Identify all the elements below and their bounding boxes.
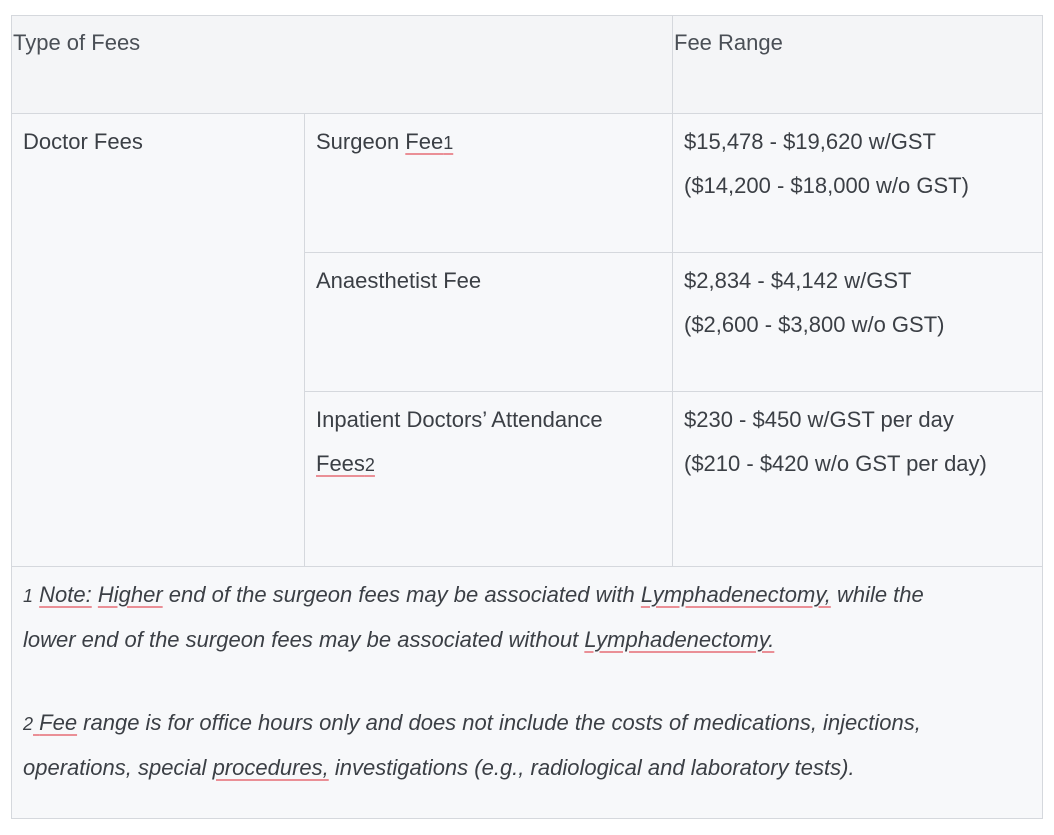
- footnote-number: 2: [23, 714, 34, 734]
- row-name-anaesthetist-fee: Anaesthetist Fee: [305, 253, 673, 392]
- fee-range-anaesthetist: [673, 253, 1043, 392]
- spellcheck-word: Note:: [39, 582, 92, 607]
- footnote-text: operations, special: [23, 755, 213, 780]
- header-fee-range: Fee Range: [673, 16, 1043, 114]
- spellcheck-word: Lymphadenectomy.: [584, 627, 775, 652]
- footnote-1-line1: [23, 573, 1031, 618]
- footnote-marker: 1: [443, 133, 454, 153]
- row-name-word: Fee: [405, 129, 444, 154]
- row-name-word: Fees: [316, 451, 365, 476]
- row-name-surgeon-fee: [305, 114, 673, 253]
- fees-table: [11, 15, 1043, 819]
- footnote-text: end of the surgeon fees may be associated with: [162, 582, 641, 607]
- footnote-1-line2: [23, 618, 1031, 662]
- footnote-2-line2: [23, 746, 1031, 790]
- footnotes-cell: [12, 567, 1043, 819]
- row-name-text: Surgeon: [316, 129, 406, 154]
- fee-range-without-gst: ($210 - $420 w/o GST per day): [684, 451, 987, 476]
- footnote-2-line1: [23, 701, 1031, 746]
- footnote-text: while the: [830, 582, 924, 607]
- fee-range-with-gst: $2,834 - $4,142 w/GST: [684, 268, 912, 293]
- fee-range-without-gst: ($14,200 - $18,000 w/o GST): [684, 173, 969, 198]
- row-name-line2: [316, 442, 661, 487]
- footnote-text: range is for office hours only and does not include the costs of medications, injections,: [77, 710, 921, 735]
- spellcheck-word: procedures,: [212, 755, 329, 780]
- footnotes-row: [12, 567, 1043, 819]
- spellcheck-word: [33, 710, 77, 735]
- footnote-text: investigations (e.g., radiological and laboratory tests).: [328, 755, 855, 780]
- footnote-word: Fee: [39, 710, 78, 735]
- fee-range-surgeon: [673, 114, 1043, 253]
- row-name-line1: Inpatient Doctors’ Attendance: [316, 407, 603, 432]
- header-type-of-fees: Type of Fees: [12, 16, 673, 114]
- table-header-row: [12, 16, 1043, 114]
- category-doctor-fees: Doctor Fees: [12, 114, 305, 567]
- spellcheck-word: [316, 451, 375, 476]
- table-row: [12, 114, 1043, 253]
- footnote-marker: 2: [364, 455, 375, 475]
- row-name-inpatient-attendance: [305, 392, 673, 567]
- fee-range-with-gst: $15,478 - $19,620 w/GST: [684, 129, 936, 154]
- spellcheck-word: [405, 129, 453, 154]
- footnote-text: lower end of the surgeon fees may be associated without: [23, 627, 585, 652]
- fees-table-container: [11, 15, 1042, 819]
- fee-range-inpatient: [673, 392, 1043, 567]
- fee-range-with-gst: $230 - $450 w/GST per day: [684, 407, 954, 432]
- footnote-spacer: [23, 662, 1031, 701]
- footnote-number: 1: [23, 586, 34, 606]
- spellcheck-word: Higher: [97, 582, 163, 607]
- spellcheck-word: Lymphadenectomy,: [640, 582, 831, 607]
- fee-range-without-gst: ($2,600 - $3,800 w/o GST): [684, 312, 945, 337]
